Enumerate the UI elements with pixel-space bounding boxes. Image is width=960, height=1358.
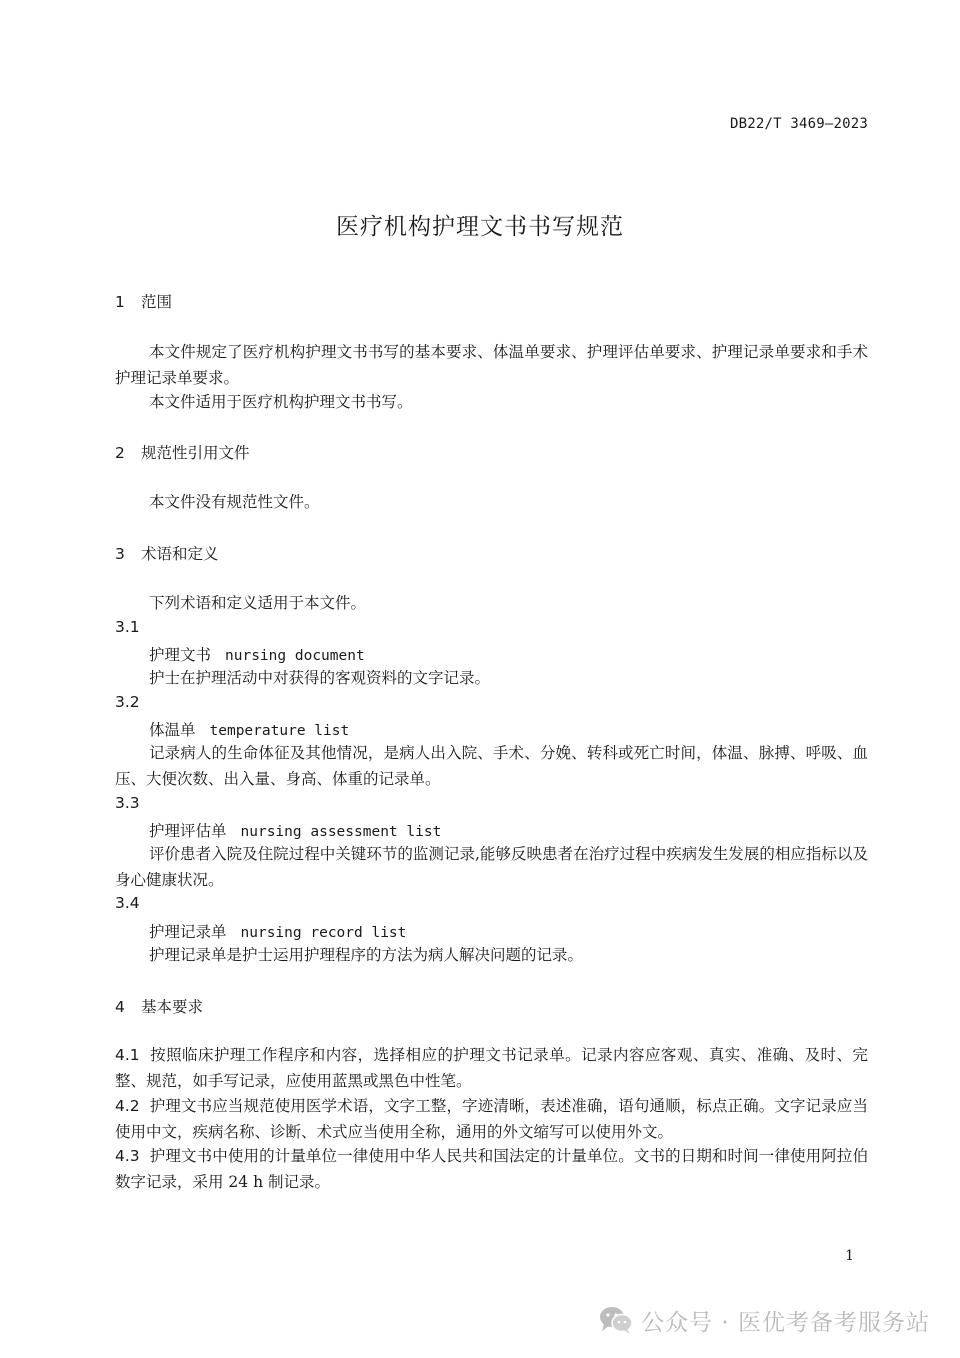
term-entry: [149, 920, 406, 942]
term-english: nursing assessment list: [240, 824, 442, 840]
term-definition: 护理记录单是护士运用护理程序的方法为病人解决问题的记录。: [149, 946, 584, 964]
clause-paragraph: [115, 1144, 868, 1195]
clause-text: 按照临床护理工作程序和内容，选择相应的护理文书记录单。记录内容应客观、真实、准确、及时、完整、规范，如手写记录，应使用蓝黑或黑色中性笔。: [115, 1046, 868, 1090]
term-english: temperature list: [209, 723, 350, 739]
wechat-icon: [599, 1305, 633, 1335]
section-heading-normative-references: [115, 441, 250, 463]
section-title: 术语和定义: [141, 545, 219, 563]
term-english: nursing record list: [240, 925, 407, 941]
clause-text: 护理文书中使用的计量单位一律使用中华人民共和国法定的计量单位。文书的日期和时间一律使用阿拉伯数字记录，采用 24 h 制记录。: [115, 1147, 868, 1191]
term-chinese: 护理记录单: [149, 923, 227, 941]
term-definition: 记录病人的生命体征及其他情况，是病人出入院、手术、分娩、转科或死亡时间，体温、脉搏、呼吸、血压、大便次数、出入量、身高、体重的记录单。: [115, 744, 868, 788]
standard-code: DB22/T 3469—2023: [729, 116, 868, 132]
clause-number: 4.3: [115, 1147, 140, 1165]
term-number: 3.3: [115, 794, 140, 812]
page-number: 1: [845, 1248, 854, 1264]
clause-number: 4.1: [115, 1046, 140, 1064]
terms-intro: 下列术语和定义适用于本文件。: [149, 594, 367, 612]
term-entry: [149, 819, 441, 841]
term-number: 3.1: [115, 618, 140, 636]
section-heading-terms: [115, 542, 219, 564]
term-entry: [149, 718, 349, 740]
term-chinese: 护理文书: [149, 646, 212, 664]
section-title: 范围: [141, 293, 173, 311]
references-paragraph: 本文件没有规范性文件。: [149, 493, 320, 511]
term-entry: [149, 643, 365, 665]
term-definition: 评价患者入院及住院过程中关键环节的监测记录,能够反映患者在治疗过程中疾病发生发展的相应指标以及身心健康状况。: [115, 845, 868, 889]
term-number: 3.2: [115, 693, 140, 711]
section-number: 4: [115, 998, 125, 1016]
section-heading-scope: [115, 290, 172, 312]
clause-paragraph: [115, 1043, 868, 1094]
section-heading-basic-requirements: [115, 995, 203, 1017]
section-number: 1: [115, 293, 125, 311]
clause-text: 护理文书应当规范使用医学术语，文字工整，字迹清晰，表述准确，语句通顺，标点正确。文字记录应当使用中文，疾病名称、诊断、术式应当使用全称，通用的外文缩写可以使用外文。: [115, 1097, 868, 1141]
term-english: nursing document: [225, 648, 365, 664]
term-number: 3.4: [115, 894, 140, 912]
term-definition: 护士在护理活动中对获得的客观资料的文字记录。: [149, 669, 491, 687]
section-number: 3: [115, 545, 125, 563]
term-chinese: 护理评估单: [149, 822, 227, 840]
document-title: 医疗机构护理文书书写规范: [336, 214, 624, 240]
term-chinese: 体温单: [149, 721, 196, 739]
scope-paragraph-2: 本文件适用于医疗机构护理文书书写。: [149, 393, 413, 411]
watermark: [599, 1300, 930, 1340]
clause-paragraph: [115, 1094, 868, 1145]
section-number: 2: [115, 444, 125, 462]
clause-number: 4.2: [115, 1097, 140, 1115]
watermark-text: 公众号 · 医优考备考服务站: [641, 1309, 930, 1336]
scope-paragraph-1: 本文件规定了医疗机构护理文书书写的基本要求、体温单要求、护理评估单要求、护理记录单要求和手术护理记录单要求。: [115, 343, 868, 387]
section-title: 规范性引用文件: [141, 444, 250, 462]
section-title: 基本要求: [141, 998, 204, 1016]
